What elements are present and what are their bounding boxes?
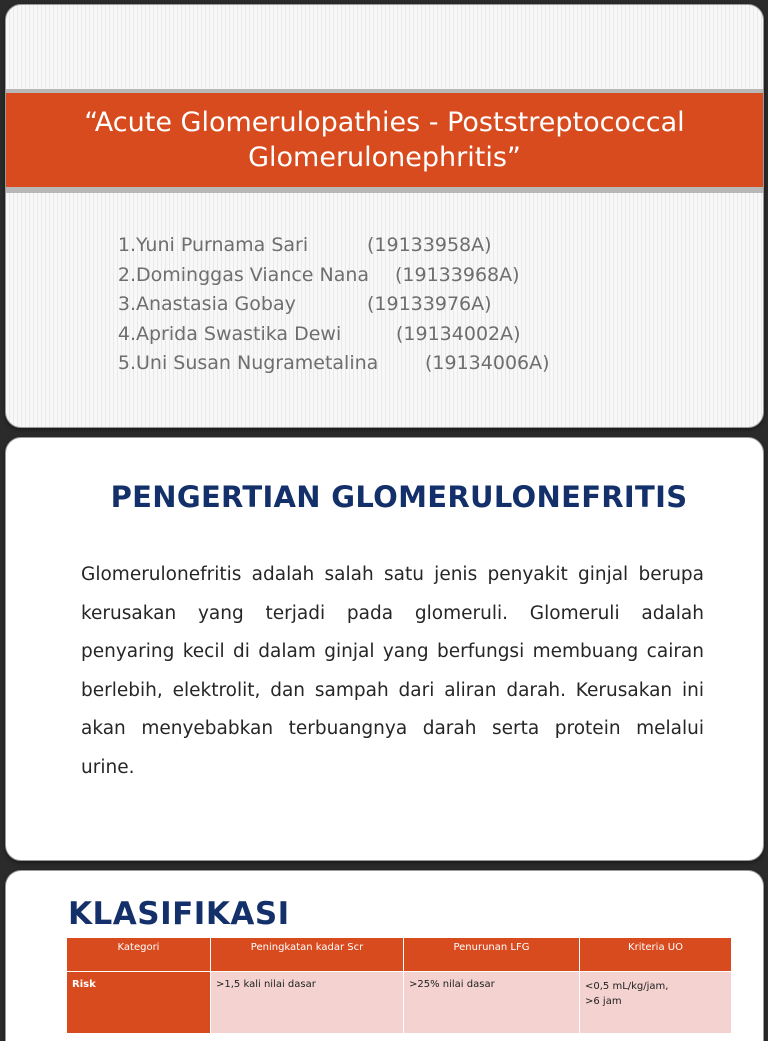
- member-number: 4.: [117, 322, 136, 345]
- member-name: Uni Susan Nugrametalina: [136, 352, 379, 375]
- list-item: [103, 231, 492, 261]
- table-cell: Risk: [67, 972, 211, 1034]
- list-item: [103, 261, 520, 291]
- table-cell: >25% nilai dasar: [404, 972, 580, 1034]
- definition-slide: [5, 437, 764, 861]
- slide-heading: KLASIFIKASI: [68, 896, 290, 932]
- member-id: (19134006A): [425, 352, 550, 375]
- member-id: (19133958A): [367, 234, 492, 256]
- table-cell: >1,5 kali nilai dasar: [211, 972, 404, 1034]
- member-list: [103, 231, 550, 379]
- column-header: Penurunan LFG: [404, 938, 580, 972]
- table-cell: [580, 972, 732, 1034]
- uo-line: <0,5 mL/kg/jam,: [585, 981, 669, 992]
- definition-paragraph: Glomerulonefritis adalah salah satu jenis penyakit ginjal berupa kerusakan yang terjadi pada glomeruli. Glomeruli adalah penyaring kecil di dalam ginjal yang berfungsi membuang cairan berlebih, elektrolit, dan sampah dari aliran darah. Kerusakan ini akan menyebabkan terbuangnya darah serta protein melalui urine.: [81, 564, 704, 778]
- member-id: (19133976A): [367, 293, 492, 316]
- member-name: Dominggas Viance Nana: [136, 263, 370, 286]
- list-item: [103, 349, 550, 379]
- slide-heading: PENGERTIAN GLOMERULONEFRITIS: [110, 480, 688, 514]
- slide-title: “Acute Glomerulopathies - Poststreptococcal Glomerulonephritis”: [84, 107, 685, 173]
- member-number: 1.: [117, 234, 136, 256]
- list-item: [103, 290, 492, 320]
- classification-table: [66, 937, 732, 1034]
- member-name: Yuni Purnama Sari: [136, 234, 309, 256]
- title-band: [6, 89, 763, 193]
- member-number: 5.: [117, 352, 136, 375]
- member-id: (19134002A): [396, 322, 521, 345]
- table-header-row: [67, 938, 732, 972]
- column-header: Kriteria UO: [580, 938, 732, 972]
- column-header: Peningkatan kadar Scr: [211, 938, 404, 972]
- title-slide: [5, 4, 764, 428]
- member-number: 3.: [117, 293, 136, 316]
- member-name: Aprida Swastika Dewi: [136, 322, 342, 345]
- member-number: 2.: [117, 263, 136, 286]
- member-name: Anastasia Gobay: [136, 293, 296, 316]
- list-item: [103, 320, 521, 350]
- member-id: (19133968A): [395, 263, 520, 286]
- classification-slide: [5, 870, 764, 1041]
- table-row: [67, 972, 732, 1034]
- column-header: Kategori: [67, 938, 211, 972]
- uo-line: >6 jam: [585, 996, 622, 1007]
